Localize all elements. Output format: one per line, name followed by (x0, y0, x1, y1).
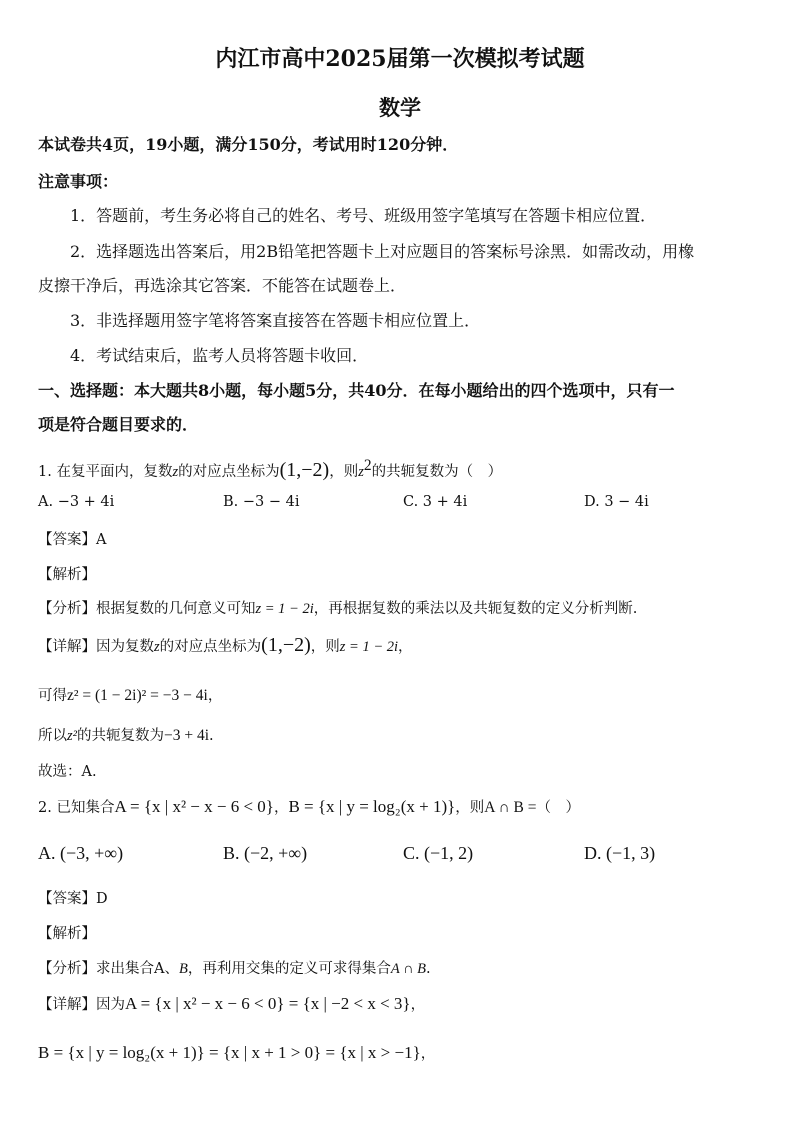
answer: 【答案】D (38, 891, 108, 907)
question-1-stem: 1. 在复平面内，复数z的对应点坐标为(1,−2)，则$z^2$的共轭复数为（ ） (38, 457, 503, 481)
option-b: B. (−2, +∞) (223, 843, 308, 863)
notice-item: 3．非选择题用签字笔将答案直接答在答题卡相应位置上． (70, 311, 481, 330)
notice-item: 皮擦干净后，再选涂其它答案．不能答在试题卷上． (38, 276, 407, 295)
notice-item: 1．答题前，考生务必将自己的姓名、考号、班级用签字笔填写在答题卡相应位置． (70, 206, 657, 225)
answer: 【答案】A (38, 532, 107, 548)
option-a: A. (−3, +∞) (38, 843, 124, 863)
option-b: B. −3 − 4i (223, 494, 300, 510)
notice-item: 4．考试结束后，监考人员将答题卡收回． (70, 346, 369, 365)
notice-heading: 注意事项： (38, 172, 119, 191)
xiangjie: 【详解】因为复数z的对应点坐标为(1,−2)，则z = 1 − 2i， (38, 634, 413, 656)
solution-step: 所以z²的共轭复数为−3 + 4i. (38, 727, 214, 744)
solution-step: 可得z² = (1 − 2i)² = −3 − 4i， (38, 687, 223, 704)
question-2-stem: 2. 已知集合A = {x | x² − x − 6 < 0}，B = {x | y = log₂(x + 1)}，则A ∩ B =（ ） (38, 797, 581, 816)
xiangjie: 【详解】因为A = {x | x² − x − 6 < 0} = {x | −2 < x < 3}， (38, 994, 426, 1013)
analysis-label: 【解析】 (38, 926, 96, 942)
option-d: D. 3 − 4i (584, 494, 649, 510)
fenxi: 【分析】根据复数的几何意义可知z = 1 − 2i，再根据复数的乘法以及共轭复数的定义分析判断. (38, 601, 638, 617)
option-c: C. (−1, 2) (403, 843, 474, 863)
choose: 故选：A. (38, 764, 97, 780)
solution-step: B = {x | y = log₂(x + 1)} = {x | x + 1 > 0} = {x | x > −1}， (38, 1043, 436, 1062)
section-heading: 一、选择题：本大题共8小题，每小题5分，共40分．在每小题给出的四个选项中，只有一 (38, 381, 675, 400)
section-heading-cont: 项是符合题目要求的． (38, 415, 199, 434)
analysis-label: 【解析】 (38, 567, 96, 583)
option-a: A. −3 + 4i (38, 494, 115, 510)
fenxi: 【分析】求出集合A、B，再利用交集的定义可求得集合A ∩ B. (38, 961, 431, 977)
exam-info: 本试卷共4页，19小题，满分150分，考试用时120分钟． (38, 135, 459, 154)
notice-item: 2．选择题选出答案后，用2B铅笔把答题卡上对应题目的答案标号涂黑．如需改动，用橡 (70, 242, 695, 261)
option-c: C. 3 + 4i (403, 494, 468, 510)
exam-title: 内江市高中2025届第一次模拟考试题 (215, 46, 585, 72)
option-d: D. (−1, 3) (584, 843, 656, 863)
subject-title: 数学 (379, 95, 421, 120)
